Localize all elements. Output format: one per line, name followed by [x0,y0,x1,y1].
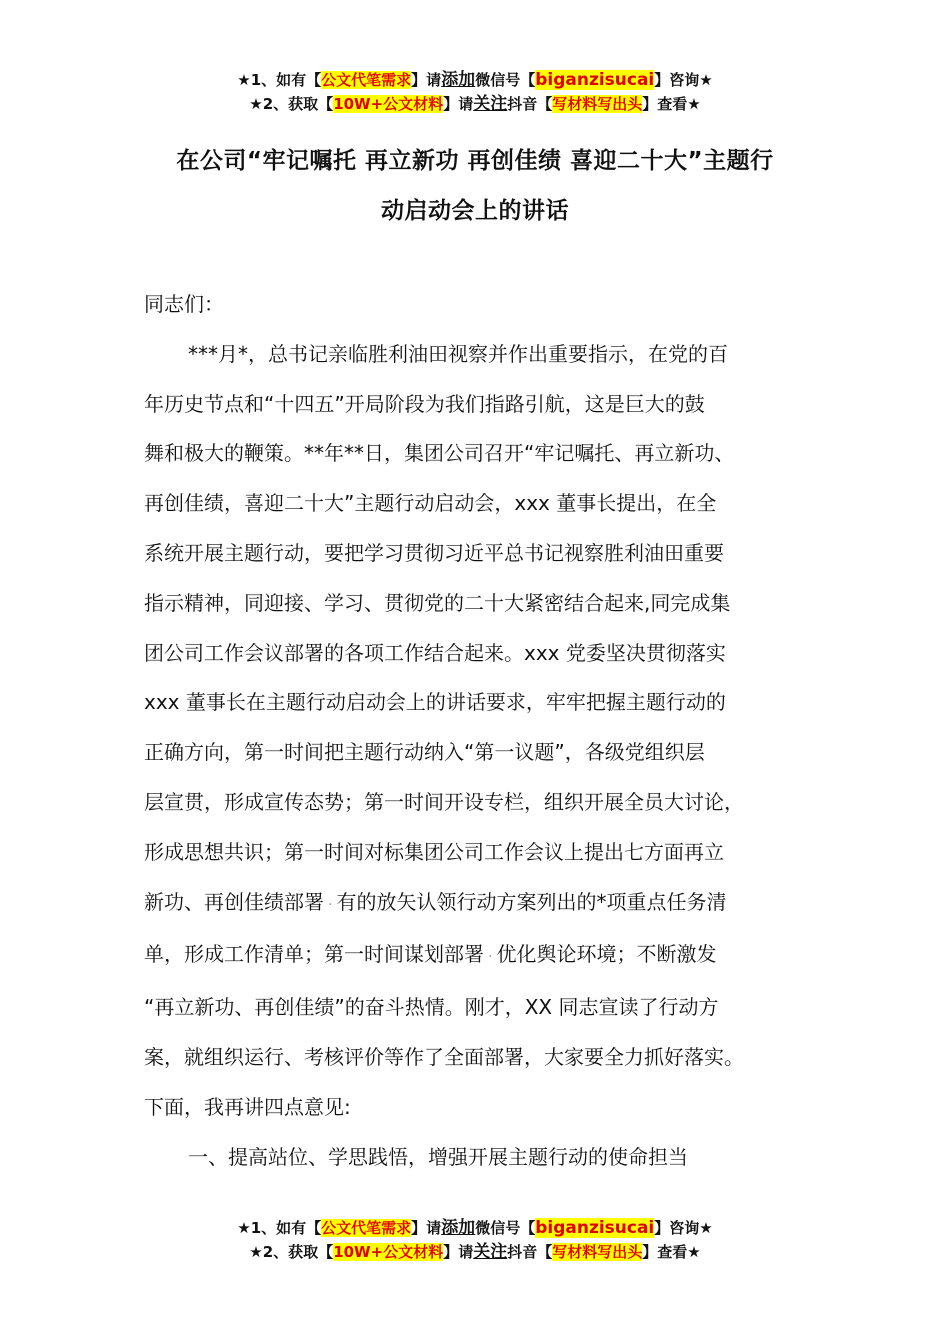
text-line [144,878,816,931]
text-segment: 单，形成工作清单；第一时间谋划部署 [144,942,484,967]
text-segment: 新功、再创佳绩部署 [144,889,324,914]
promo-text: 】请 [443,1243,474,1261]
dot-separator: · [328,896,333,913]
promo-text: 微信号【 [475,1219,536,1237]
promo-text: 】查看★ [642,1243,701,1261]
greeting: 同志们： [144,292,224,316]
text-line: “再立新功、再创佳绩”的奋斗热情。刚才，XX 同志宣读了行动方 [144,995,719,1020]
text-line: 案，就组织运行、考核评价等作了全面部署，大家要全力抓好落实。 [144,1044,744,1069]
text-segment: 有的放矢认领行动方案列出的*项重点任务清 [336,889,727,914]
title-line-1: 在公司“牢记嘱托 再立新功 再创佳绩 喜迎二十大”主题行 [176,148,774,174]
promo-line-2 [0,92,950,116]
promo-text: 】咨询★ [654,1219,713,1237]
promo-text: 】请 [411,71,442,89]
wechat-id-highlight: biganzisucai [535,1218,655,1238]
douyin-id-highlight: 写材料写出头 [552,1243,643,1261]
promo-banner-bottom [0,1216,950,1264]
promo-text: 抖音【 [507,95,553,113]
promo-text: 】请 [411,1219,442,1237]
promo-text: 】查看★ [642,95,701,113]
promo-banner-top [0,68,950,116]
promo-text: 】咨询★ [654,71,713,89]
promo-highlight: 公文代笔需求 [321,1219,412,1237]
text-line: 年历史节点和“十四五”开局阶段为我们指路引航，这是巨大的鼓 [144,391,705,416]
text-line: xxx 董事长在主题行动启动会上的讲话要求，牢牢把握主题行动的 [144,690,726,715]
text-line: 下面，我再讲四点意见: [144,1094,351,1119]
text-line: 舞和极大的鞭策。**年**日，集团公司召开“牢记嘱托、再立新功、 [144,441,735,466]
promo-highlight: 10W+公文材料 [333,95,444,113]
promo-underline: 添加 [441,70,476,90]
text-line: 正确方向，第一时间把主题行动纳入“第一议题”，各级党组织层 [144,740,705,765]
promo-text: ★1、如有【 [237,1219,322,1237]
promo-highlight: 公文代笔需求 [321,71,412,89]
promo-line-1 [0,68,950,92]
section-heading-1: 一、提高站位、学思践悟，增强开展主题行动的使命担当 [188,1144,688,1169]
promo-text: ★1、如有【 [237,71,322,89]
promo-text: 】请 [443,95,474,113]
promo-text: 微信号【 [475,71,536,89]
promo-text: ★2、获取【 [249,95,334,113]
text-segment: 优化舆论环境；不断激发 [496,942,717,967]
promo-line-1 [0,1216,950,1240]
promo-highlight: 10W+公文材料 [333,1243,444,1261]
promo-text: ★2、获取【 [249,1243,334,1261]
promo-underline: 关注 [473,1242,508,1262]
text-line: 再创佳绩，喜迎二十大”主题行动启动会，xxx 董事长提出，在全 [144,491,717,516]
promo-underline: 关注 [473,94,508,114]
text-line: 层宣贯，形成宣传态势；第一时间开设专栏，组织开展全员大讨论， [144,789,744,814]
document-title [140,136,810,236]
promo-line-2 [0,1240,950,1264]
text-line: 团公司工作会议部署的各项工作结合起来。xxx 党委坚决贯彻落实 [144,640,726,665]
promo-text: 抖音【 [507,1243,553,1261]
title-line-2: 动启动会上的讲话 [381,198,569,224]
promo-underline: 添加 [441,1218,476,1238]
wechat-id-highlight: biganzisucai [535,70,655,90]
text-line: 形成思想共识；第一时间对标集团公司工作会议上提出七方面再立 [144,839,724,864]
text-line: ***月*，总书记亲临胜利油田视察并作出重要指示，在党的百 [188,341,728,366]
douyin-id-highlight: 写材料写出头 [552,95,643,113]
text-line: 指示精神，同迎接、学习、贯彻党的二十大紧密结合起来,同完成集 [144,590,731,615]
text-line [144,930,816,983]
paragraph-1 [144,330,816,1133]
text-line: 系统开展主题行动，要把学习贯彻习近平总书记视察胜利油田重要 [144,540,724,565]
dot-separator: · [488,949,493,966]
document-body [144,280,816,1182]
